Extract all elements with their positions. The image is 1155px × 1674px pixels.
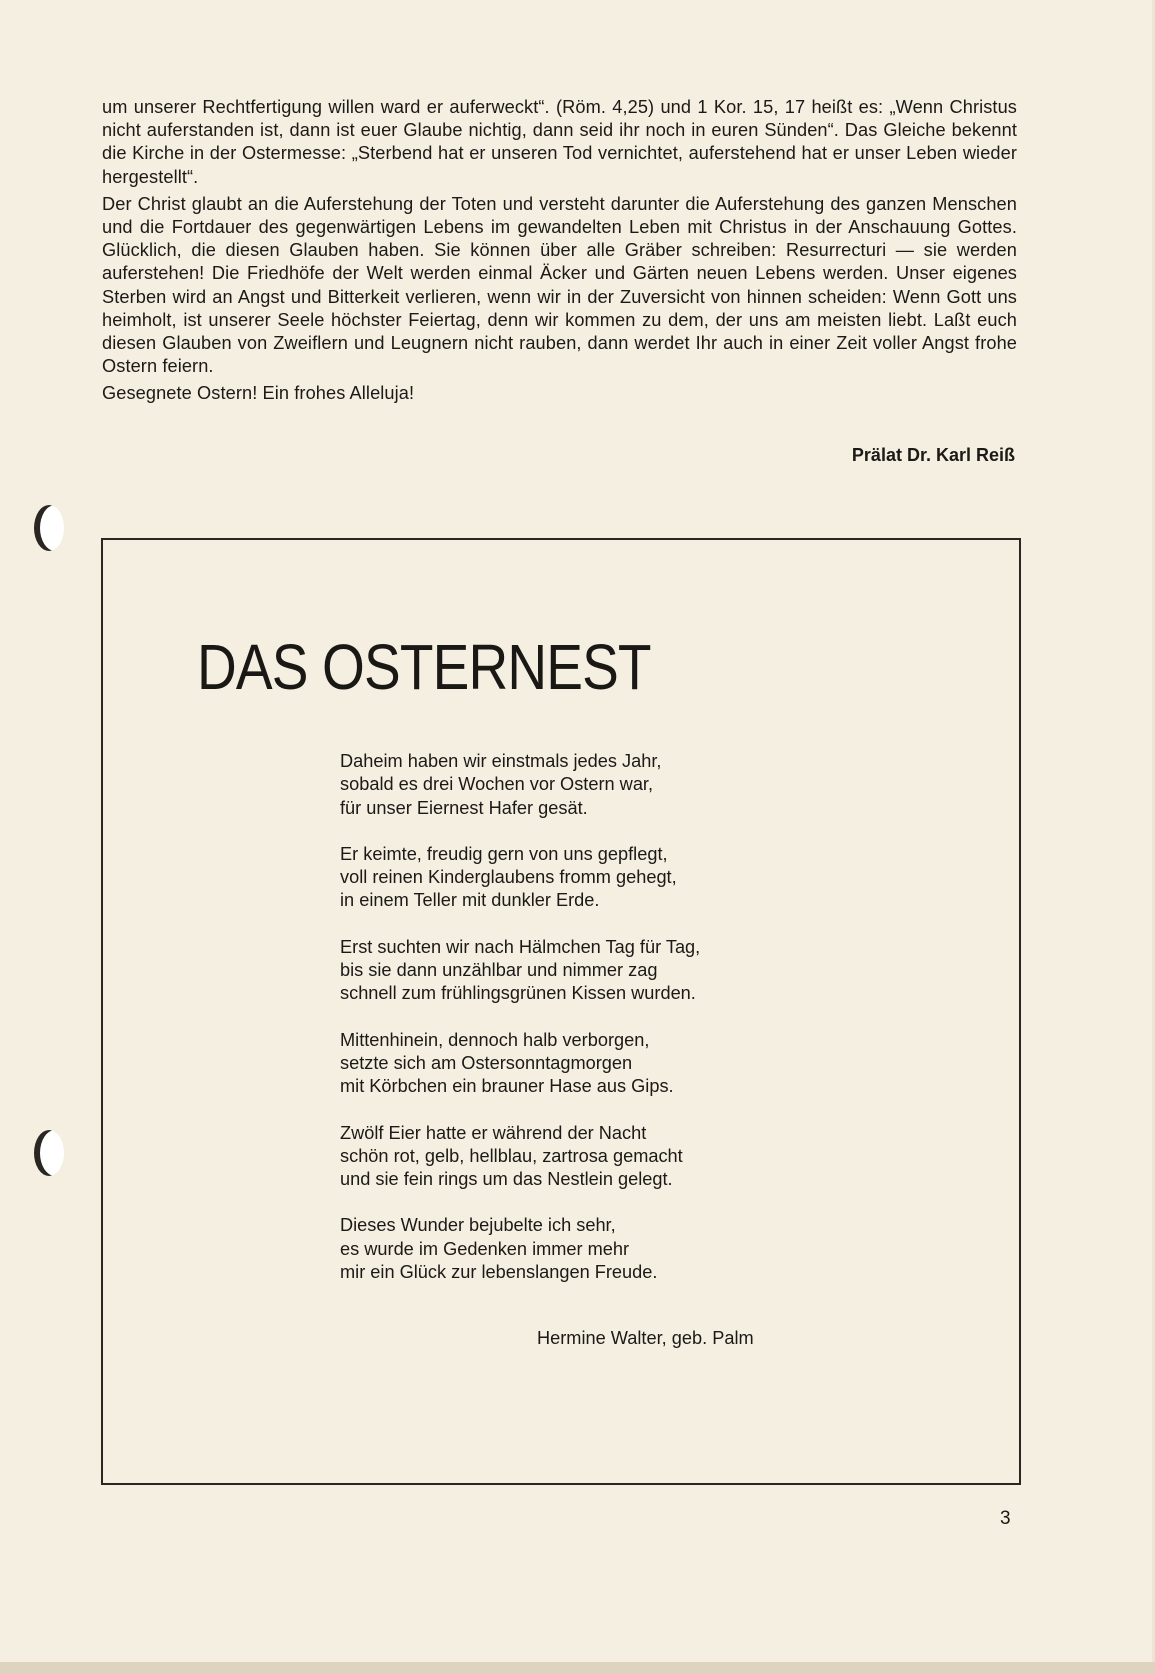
poem-line: bis sie dann unzählbar und nimmer zag <box>340 960 658 981</box>
poem-stanza-6 <box>340 1214 940 1284</box>
article-paragraph-3: Gesegnete Ostern! Ein frohes Alleluja! <box>102 383 415 404</box>
poem-stanza-3 <box>340 936 940 1006</box>
article-text <box>102 96 1017 410</box>
poem-line: sobald es drei Wochen vor Ostern war, <box>340 774 654 795</box>
article-paragraph-1: um unserer Rechtfertigung willen ward er auferweckt“. (Röm. 4,25) und 1 Kor. 15, 17 heißt es: „Wenn Christus nicht auferstanden ist, dann ist euer Glaube nichtig, dann seid ihr noch in euren Sünden“. Das Gleiche bekennt die Kirche in der Ostermesse: „Sterbend hat er unseren Tod vernichtet, auferstehend hat er unser Leben wieder hergestellt“. <box>102 97 1017 187</box>
poem-stanza-4 <box>340 1029 940 1099</box>
poem-line: Zwölf Eier hatte er während der Nacht <box>340 1122 647 1143</box>
poem-line: voll reinen Kinderglaubens fromm gehegt, <box>340 867 677 888</box>
poem-line: schnell zum frühlingsgrünen Kissen wurden. <box>340 983 696 1004</box>
poem-line: Daheim haben wir einstmals jedes Jahr, <box>340 751 662 771</box>
poem-line: mir ein Glück zur lebenslangen Freude. <box>340 1262 658 1283</box>
poem-line: Dieses Wunder bejubelte ich sehr, <box>340 1215 616 1236</box>
poem-line: schön rot, gelb, hellblau, zartrosa gemacht <box>340 1145 683 1166</box>
poem-line: Er keimte, freudig gern von uns gepflegt, <box>340 843 668 864</box>
poem-stanza-2 <box>340 843 940 913</box>
poem-author: Hermine Walter, geb. Palm <box>537 1328 754 1348</box>
poem-line: Mittenhinein, dennoch halb verborgen, <box>340 1029 650 1050</box>
poem-line: und sie fein rings um das Nestlein gelegt. <box>340 1169 673 1190</box>
poem-line: setzte sich am Ostersonntagmorgen <box>340 1052 633 1073</box>
poem-box <box>101 538 1021 1485</box>
poem-line: mit Körbchen ein brauner Hase aus Gips. <box>340 1076 674 1097</box>
poem-line: es wurde im Gedenken immer mehr <box>340 1238 630 1259</box>
page-bottom-edge <box>0 1662 1155 1674</box>
poem-body <box>340 750 940 1307</box>
article-signature: Prälat Dr. Karl Reiß <box>851 445 1015 465</box>
punch-hole-top <box>34 505 64 551</box>
page-number: 3 <box>1000 1508 1011 1529</box>
poem-title: DAS OSTERNEST <box>197 631 651 703</box>
punch-hole-bottom <box>34 1130 64 1176</box>
poem-line: Erst suchten wir nach Hälmchen Tag für Tag, <box>340 936 701 957</box>
poem-line: in einem Teller mit dunkler Erde. <box>340 890 600 911</box>
poem-stanza-5 <box>340 1122 940 1192</box>
poem-line: für unser Eiernest Hafer gesät. <box>340 797 588 818</box>
article-paragraph-2: Der Christ glaubt an die Auferstehung der Toten und versteht darunter die Auferstehung des ganzen Menschen und die Fortdauer des gegenwärtigen Lebens im gewandelten Leben mit Christus in der Anschauung Gottes. Glücklich, die diesen Glauben haben. Sie können über alle Gräber schreiben: Resurrecturi — sie werden auferstehen! Die Friedhöfe der Welt werden einmal Äcker und Gärten neuen Lebens werden. Unser eigenes Sterben wird an Angst und Bitterkeit verlieren, wenn wir in der Zuversicht von hinnen scheiden: Wenn Gott uns heimholt, ist unserer Seele höchster Feiertag, denn wir kommen zu dem, der uns am meisten liebt. Laßt euch diesen Glauben von Zweiflern und Leugnern nicht rauben, dann werdet Ihr auch in einer Zeit voller Angst frohe Ostern feiern. <box>102 193 1017 377</box>
poem-stanza-1 <box>340 750 940 820</box>
